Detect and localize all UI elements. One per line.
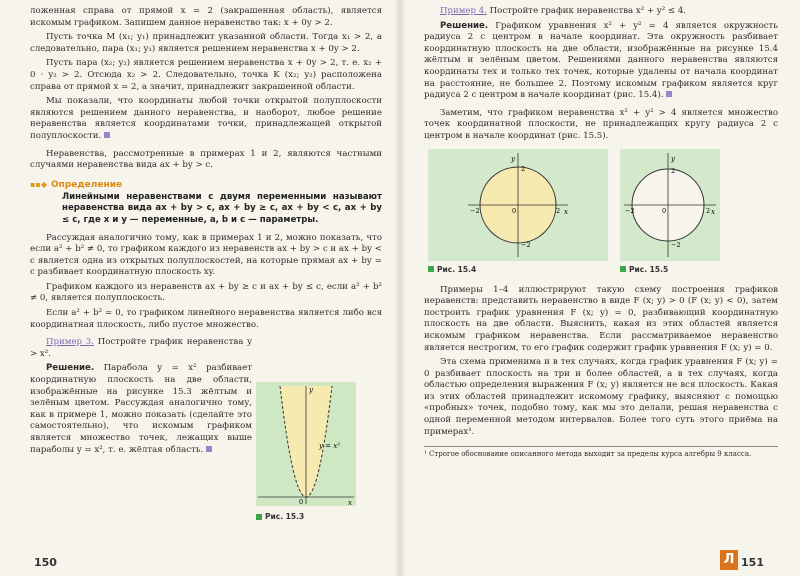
caption-square-icon (256, 514, 262, 520)
origin-label: 0 (512, 206, 517, 215)
paragraph: Мы показали, что координаты любой точки открытой полуплоскости являются решением данного неравенства, и наоборот, любое решение неравенства является координатами точки, принадлежащей открытой полуплоскости. (30, 96, 382, 141)
tick-label: −2 (470, 206, 480, 215)
x-axis-label: x (348, 499, 352, 507)
paragraph: Эта схема применима и в тех случаях, когда график уравнения F (x; y) = 0 разбивает плоскость на три и более областей, а в тех случаях, когда областью определения выражения F (x; y) является не вся плоскость. Какая из этих областей принадлежит искомому графику, выясняют с помощью «пробных» точек, подобно тому, как мы это делали, решая неравенства с одной переменной методом интервалов. Более того суть этого приёма на примерах¹. (424, 357, 778, 437)
parabola-graph (256, 382, 364, 514)
origin-label: 0 (662, 206, 667, 215)
page-number: 151 (741, 556, 764, 569)
figure-caption: Рис. 15.5 (620, 265, 720, 274)
figures-row (424, 149, 778, 277)
y-axis-label: y (511, 154, 515, 163)
y-axis-label: y (671, 154, 675, 163)
definition-marker-icon: ▪▪◆ (30, 180, 47, 190)
tick-label: 2 (556, 206, 561, 215)
footnote: ¹ Строгое обоснование описанного метода выходит за пределы курса алгебры 9 класса. (424, 446, 778, 460)
example-4-solution: Решение. Графиком уравнения x² + y² = 4 является окружность радиуса 2 с центром в начале координат. Эта окружность разбивает координатную плоскость на две области, изображённые на рисунке 15.4 жёлтым и зелёным цветом. Решениями данного неравенства являются координаты тех и только тех точек, которые удалены от начала координат на расстояние, не большее 2. Поэтому искомым графиком является круг радиуса 2 с центром в начале координат (рис. 15.4). (424, 20, 778, 101)
curve-label: y = x² (319, 442, 341, 450)
figure-caption: Рис. 15.4 (428, 265, 608, 274)
example-4-task: Пример 4. Постройте график неравенства x² + y² ≤ 4. (440, 6, 687, 16)
paragraph: Пусть пара (x₂; y₂) является решением неравенства x + 0y > 2, т. е. x₂ + 0 · y₂ > 2. Отсюда x₂ > 2. Следовательно, точка K (x₂; y₂) расположена справа от прямой x = 2, а значит, принадлежит закрашенной области. (30, 58, 382, 92)
end-square-icon (206, 446, 212, 452)
example-3-task: Пример 3. Постройте график неравенства y > x². (30, 337, 252, 359)
example-3-text (30, 337, 252, 459)
x-axis-label: x (564, 207, 568, 216)
paragraph: Если a² + b² = 0, то графиком линейного неравенства является либо вся координатная плоскость, либо пустое множество. (30, 308, 382, 330)
tick-label: −2 (671, 240, 681, 249)
paragraph: Рассуждая аналогично тому, как в примерах 1 и 2, можно показать, что если a² + b² ≠ 0, то графиком каждого из неравенств ax + by > c и ax + by < c является одна из открытых полуплоскостей, на которые прямая ax + by = c разбивает координатную плоскость xy. (30, 232, 382, 278)
paragraph: Графиком каждого из неравенств ax + by ≥ c и ax + by ≤ c, если a² + b² ≠ 0, является полуплоскость. (30, 281, 382, 304)
origin-label: 0 (299, 498, 304, 506)
publisher-logo: Л (720, 550, 738, 570)
tick-label: −2 (625, 206, 635, 215)
figure-15-3 (256, 382, 364, 521)
paragraph: Пусть точка M (x₁; y₁) принадлежит указанной области. Тогда x₁ > 2, а следовательно, пара (x₁; y₁) является решением неравенства x + 0y > 2. (30, 32, 382, 54)
definition-text: Линейными неравенствами с двумя переменными называют неравенства вида ax + by > c, ax + by ≥ c, ax + by < c, ax + by ≤ c, где x и y — переменные, a, b и c — параметры. (62, 191, 382, 225)
example-3-solution: Решение. Парабола y = x² разбивает координатную плоскость на две области, изображённые на рисунке 15.3 жёлтым и зелёным цветом. Рассуждая аналогично тому, как в примере 1, можно показать (сделайте это самостоятельно), что искомым графиком является множество точек, лежащих выше параболы y = x², т. е. жёлтая область. (30, 363, 252, 455)
figure-15-4 (428, 149, 608, 274)
book-gutter (394, 0, 406, 576)
definition-title: Определение (51, 179, 123, 190)
caption-square-icon (620, 266, 626, 272)
tick-label: 2 (521, 164, 526, 173)
figure-15-5 (620, 149, 720, 274)
x-axis-label: x (711, 207, 715, 216)
paragraph: Неравенства, рассмотренные в примерах 1 и 2, являются частными случаями неравенства вида ax + by > c. (30, 148, 382, 171)
end-square-icon (104, 132, 110, 138)
page-number: 150 (34, 556, 57, 569)
figure-caption: Рис. 15.3 (256, 512, 364, 521)
paragraph: Заметим, что графиком неравенства x² + y² > 4 является множество точек координатной плоскости, не принадлежащих кругу радиуса 2 с центром в начале координат (рис. 15.5). (424, 107, 778, 141)
y-axis-label: y (309, 386, 313, 394)
tick-label: 2 (706, 206, 711, 215)
right-page (400, 0, 800, 576)
tick-label: 2 (671, 166, 676, 175)
tick-label: −2 (521, 240, 531, 249)
paragraph: Примеры 1–4 иллюстрируют такую схему построения графиков неравенств: представить неравенство в виде F (x; y) > 0 (F (x; y) < 0), затем построить график уравнения F (x; y) = 0, разбивающий координатную плоскость на две области. Выяснить, какая из этих областей является искомым графиком неравенства. Если рассматриваемое неравенство является нестрогим, то его график содержит график уравнения F (x; y) = 0. (424, 284, 778, 353)
end-square-icon (666, 91, 672, 97)
paragraph: ложенная справа от прямой x = 2 (закрашенная область), является искомым графиком. Запишем данное неравенство так: x + 0y > 2. (30, 6, 382, 28)
caption-square-icon (428, 266, 434, 272)
definition-header (30, 180, 382, 190)
